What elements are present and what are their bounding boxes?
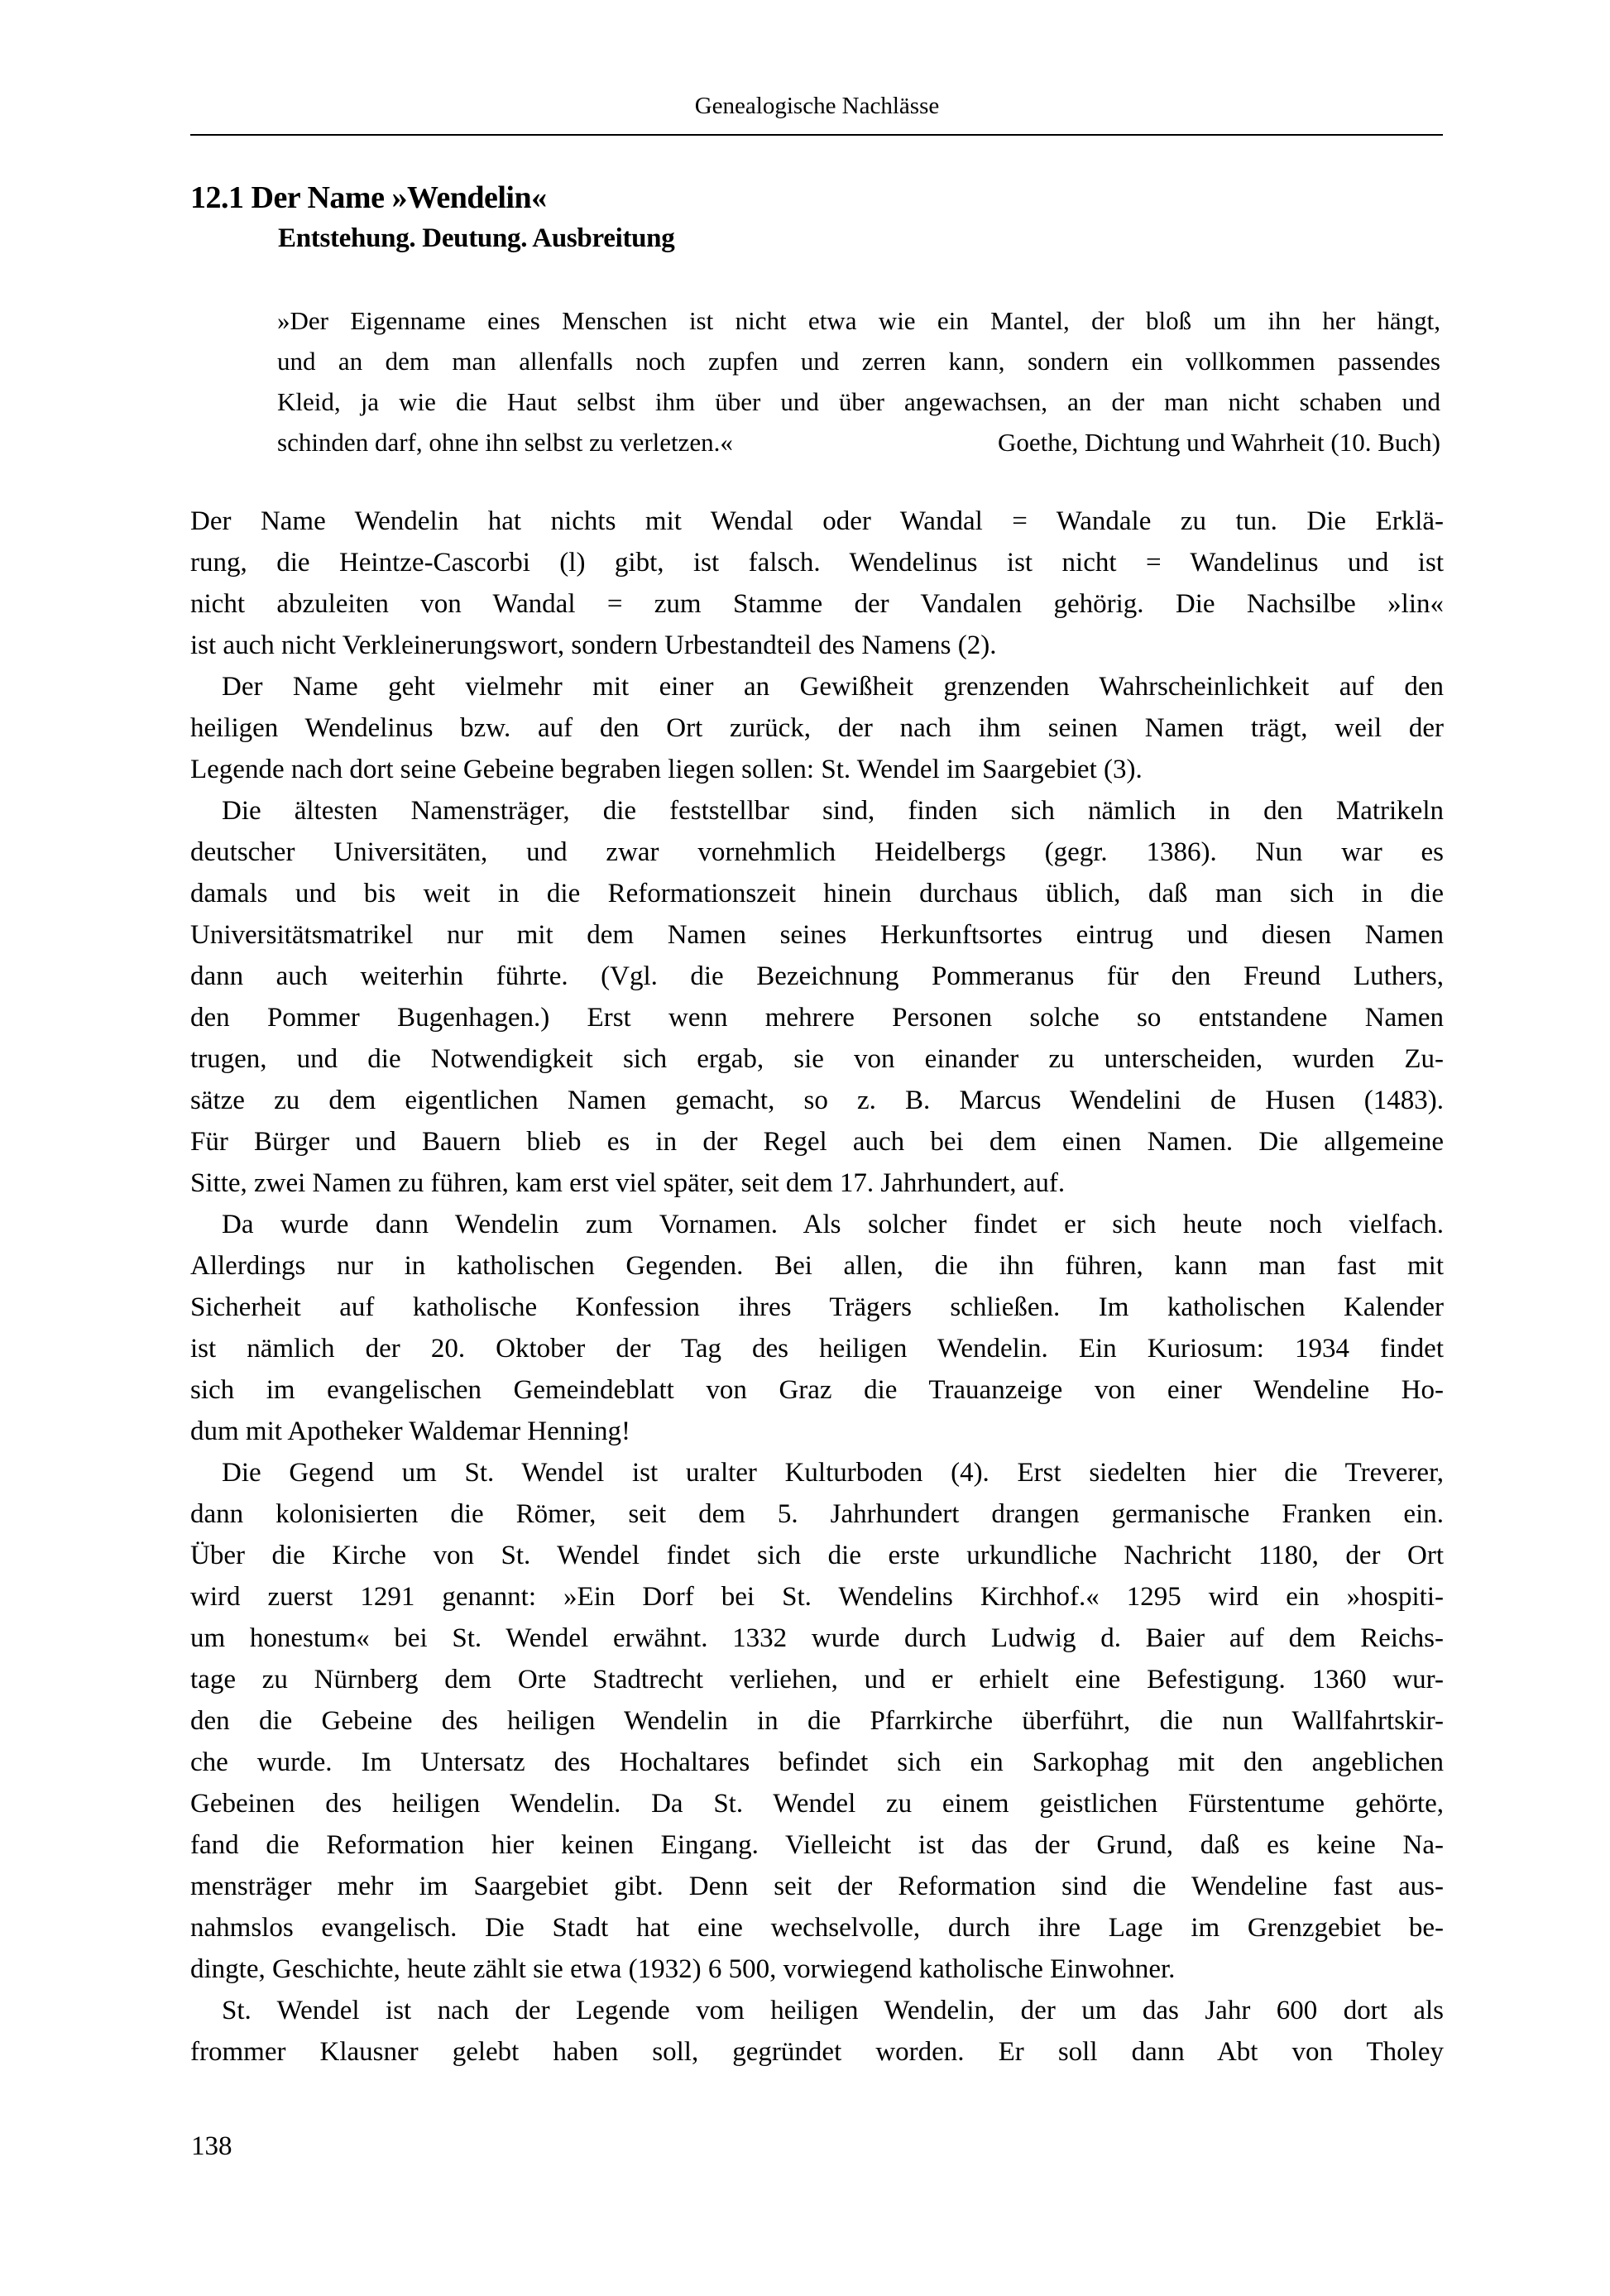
quote-line: Kleid, ja wie die Haut selbst ihm über und über angewachsen, an der man nicht schaben und	[277, 387, 1440, 416]
quote-line: und an dem man allenfalls noch zupfen und zerren kann, sondern ein vollkommen passendes	[277, 347, 1440, 376]
text-line: wird zuerst 1291 genannt: »Ein Dorf bei St. Wendelins Kirchhof.« 1295 wird ein »hospiti-	[190, 1582, 1444, 1612]
text-line: che wurde. Im Untersatz des Hochaltares befindet sich ein Sarkophag mit den angeblichen	[190, 1747, 1444, 1777]
text-line: den Pommer Bugenhagen.) Erst wenn mehrere Personen solche so entstandene Namen	[190, 1003, 1444, 1033]
paragraph	[190, 501, 1444, 666]
paragraph	[190, 1452, 1444, 1990]
text-line: Über die Kirche von St. Wendel findet sich die erste urkundliche Nachricht 1180, der Ort	[190, 1541, 1444, 1570]
quote-attribution: Goethe, Dichtung und Wahrheit (10. Buch)	[997, 428, 1440, 457]
paragraph	[190, 790, 1444, 1204]
text-line: ist nämlich der 20. Oktober der Tag des heiligen Wendelin. Ein Kuriosum: 1934 findet	[190, 1334, 1444, 1364]
chapter-heading: 12.1 Der Name »Wendelin«	[190, 180, 547, 215]
body-text	[190, 501, 1444, 2073]
text-line: nicht abzuleiten von Wandal = zum Stamme der Vandalen gehörig. Die Nachsilbe »lin«	[190, 589, 1444, 619]
text-line: nahmslos evangelisch. Die Stadt hat eine wechselvolle, durch ihre Lage im Grenzgebiet be-	[190, 1913, 1444, 1943]
text-line: fand die Reformation hier keinen Eingang. Vielleicht ist das der Grund, daß es keine Na-	[190, 1830, 1444, 1860]
text-line: Der Name geht vielmehr mit einer an Gewißheit grenzenden Wahrscheinlichkeit auf den	[222, 672, 1444, 702]
text-line: dann kolonisierten die Römer, seit dem 5. Jahrhundert drangen germanische Franken ein.	[190, 1499, 1444, 1529]
text-line: dum mit Apotheker Waldemar Henning!	[190, 1416, 630, 1446]
text-line: den die Gebeine des heiligen Wendelin in die Pfarrkirche überführt, die nun Wallfahrtskir-	[190, 1706, 1444, 1736]
text-line: dingte, Geschichte, heute zählt sie etwa (1932) 6 500, vorwiegend katholische Einwohner.	[190, 1954, 1176, 1984]
text-line: sätze zu dem eigentlichen Namen gemacht, so z. B. Marcus Wendelini de Husen (1483).	[190, 1086, 1444, 1115]
text-line: damals und bis weit in die Reformationszeit hinein durchaus üblich, daß man sich in die	[190, 879, 1444, 908]
text-line: Da wurde dann Wendelin zum Vornamen. Als solcher findet er sich heute noch vielfach.	[222, 1210, 1444, 1239]
page-number: 138	[191, 2131, 232, 2161]
text-line: dann auch weiterhin führte. (Vgl. die Bezeichnung Pommeranus für den Freund Luthers,	[190, 961, 1444, 991]
text-line: Die Gegend um St. Wendel ist uralter Kulturboden (4). Erst siedelten hier die Treverer,	[222, 1458, 1444, 1488]
running-header: Genealogische Nachlässe	[694, 93, 940, 119]
text-line: rung, die Heintze-Cascorbi (l) gibt, ist falsch. Wendelinus ist nicht = Wandelinus und ist	[190, 548, 1444, 578]
text-line: frommer Klausner gelebt haben soll, gegründet worden. Er soll dann Abt von Tholey	[190, 2037, 1444, 2067]
text-line: sich im evangelischen Gemeindeblatt von Graz die Trauanzeige von einer Wendeline Ho-	[190, 1375, 1444, 1405]
quote-block	[277, 300, 1440, 463]
text-line: Sicherheit auf katholische Konfession ihres Trägers schließen. Im katholischen Kalender	[190, 1292, 1444, 1322]
quote-last-line	[277, 422, 1440, 463]
text-line: heiligen Wendelinus bzw. auf den Ort zurück, der nach ihm seinen Namen trägt, weil der	[190, 713, 1444, 743]
text-line: tage zu Nürnberg dem Orte Stadtrecht verliehen, und er erhielt eine Befestigung. 1360 wur-	[190, 1665, 1444, 1694]
text-line: Die ältesten Namensträger, die feststellbar sind, finden sich nämlich in den Matrikeln	[222, 796, 1444, 826]
paragraph	[190, 1990, 1444, 2073]
header-rule	[190, 134, 1443, 136]
paragraph	[190, 666, 1444, 790]
chapter-subtitle: Entstehung. Deutung. Ausbreitung	[278, 223, 675, 253]
text-line: Für Bürger und Bauern blieb es in der Regel auch bei dem einen Namen. Die allgemeine	[190, 1127, 1444, 1157]
text-line: mensträger mehr im Saargebiet gibt. Denn seit der Reformation sind die Wendeline fast aus-	[190, 1872, 1444, 1901]
text-line: St. Wendel ist nach der Legende vom heiligen Wendelin, der um das Jahr 600 dort als	[222, 1996, 1444, 2025]
text-line: ist auch nicht Verkleinerungswort, sondern Urbestandteil des Namens (2).	[190, 630, 997, 660]
text-line: Gebeinen des heiligen Wendelin. Da St. Wendel zu einem geistlichen Fürstentume gehörte,	[190, 1789, 1444, 1819]
text-line: um honestum« bei St. Wendel erwähnt. 1332 wurde durch Ludwig d. Baier auf dem Reichs-	[190, 1623, 1444, 1653]
text-line: Allerdings nur in katholischen Gegenden. Bei allen, die ihn führen, kann man fast mit	[190, 1251, 1444, 1281]
text-line: Der Name Wendelin hat nichts mit Wendal oder Wandal = Wandale zu tun. Die Erklä-	[190, 506, 1444, 536]
text-line: Sitte, zwei Namen zu führen, kam erst viel später, seit dem 17. Jahrhundert, auf.	[190, 1168, 1066, 1198]
text-line: deutscher Universitäten, und zwar vornehmlich Heidelbergs (gegr. 1386). Nun war es	[190, 837, 1444, 867]
quote-line: »Der Eigenname eines Menschen ist nicht etwa wie ein Mantel, der bloß um ihn her hängt,	[277, 306, 1440, 335]
paragraph	[190, 1204, 1444, 1452]
text-line: trugen, und die Notwendigkeit sich ergab, sie von einander zu unterscheiden, wurden Zu-	[190, 1044, 1444, 1074]
text-line: Legende nach dort seine Gebeine begraben liegen sollen: St. Wendel im Saargebiet (3).	[190, 755, 1143, 784]
text-line: Universitätsmatrikel nur mit dem Namen seines Herkunftsortes eintrug und diesen Namen	[190, 920, 1444, 950]
quote-line: schinden darf, ohne ihn selbst zu verletzen.«	[277, 428, 733, 457]
